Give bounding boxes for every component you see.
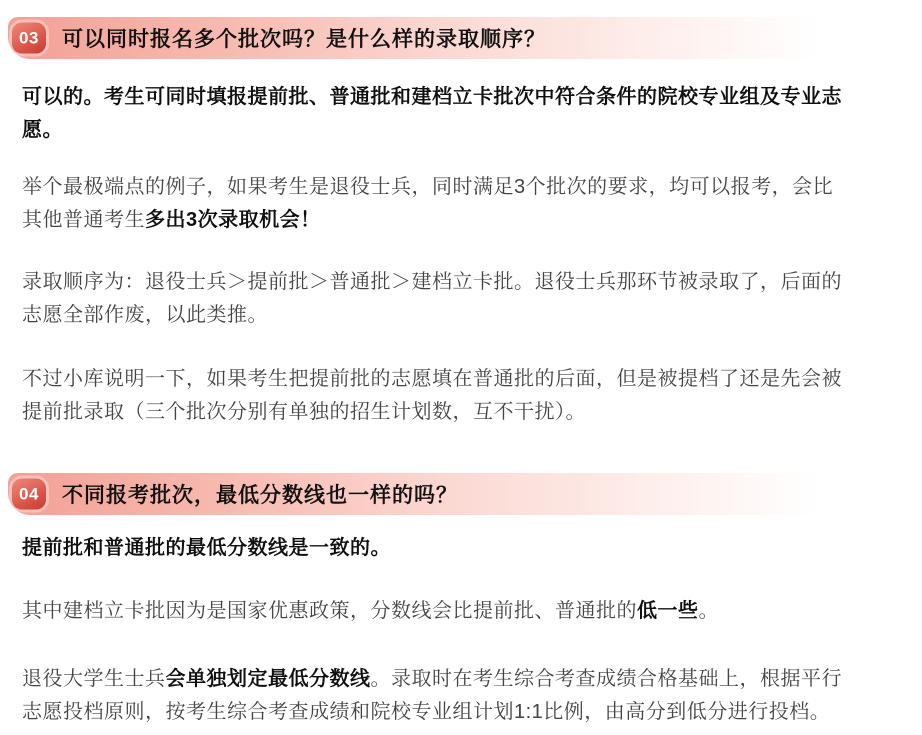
answer-bold-text: 多出3次录取机会！ xyxy=(145,209,321,231)
answer-bold-text: 提前批和普通批的最低分数线是一致的。 xyxy=(22,537,391,559)
answer-body xyxy=(22,532,852,729)
answer-paragraph xyxy=(22,363,852,429)
answer-text: 录取顺序为：退役士兵＞提前批＞普通批＞建档立卡批。退役士兵那环节被录取了，后面的志愿全部作废，以此类推。 xyxy=(22,271,842,326)
question-title: 可以同时报名多个批次吗？是什么样的录取顺序？ xyxy=(62,28,546,51)
question-bar xyxy=(8,17,852,59)
question-bar xyxy=(8,473,852,515)
answer-paragraph xyxy=(22,595,852,628)
answer-text: 不过小库说明一下，如果考生把提前批的志愿填在普通批的后面，但是被提档了还是先会被提前批录取（三个批次分别有单独的招生计划数，互不干扰）。 xyxy=(22,368,842,423)
answer-bold-text: 低一些 xyxy=(637,600,699,622)
answer-bold-text: 会单独划定最低分数线 xyxy=(165,668,371,690)
answer-text: 退役大学生士兵 xyxy=(22,668,166,690)
qa-section-03 xyxy=(0,17,922,429)
answer-text: 其中建档立卡批因为是国家优惠政策，分数线会比提前批、普通批的 xyxy=(22,600,637,622)
answer-paragraph xyxy=(22,81,852,147)
qa-section-04 xyxy=(0,473,922,729)
answer-text: 举个最极端点的例子，如果考生是退役士兵，同时满足3个批次的要求，均可以报考，会比其他普通考生 xyxy=(22,176,834,231)
answer-paragraph xyxy=(22,663,852,729)
answer-text: 。录取时在考生综合考查成绩合格基础上，根据平行志愿投档原则，按考生综合考查成绩和院校专业组计划1:1比例，由高分到低分进行投档。 xyxy=(22,668,842,723)
answer-text: 。 xyxy=(698,600,719,622)
question-number-badge: 03 xyxy=(12,23,46,54)
answer-paragraph xyxy=(22,266,852,332)
question-number-badge: 04 xyxy=(12,479,46,510)
answer-bold-text: 可以的。考生可同时填报提前批、普通批和建档立卡批次中符合条件的院校专业组及专业志愿。 xyxy=(22,86,842,141)
question-title: 不同报考批次，最低分数线也一样的吗？ xyxy=(62,484,458,507)
answer-paragraph xyxy=(22,171,852,237)
answer-paragraph xyxy=(22,532,852,565)
answer-body xyxy=(22,81,852,429)
